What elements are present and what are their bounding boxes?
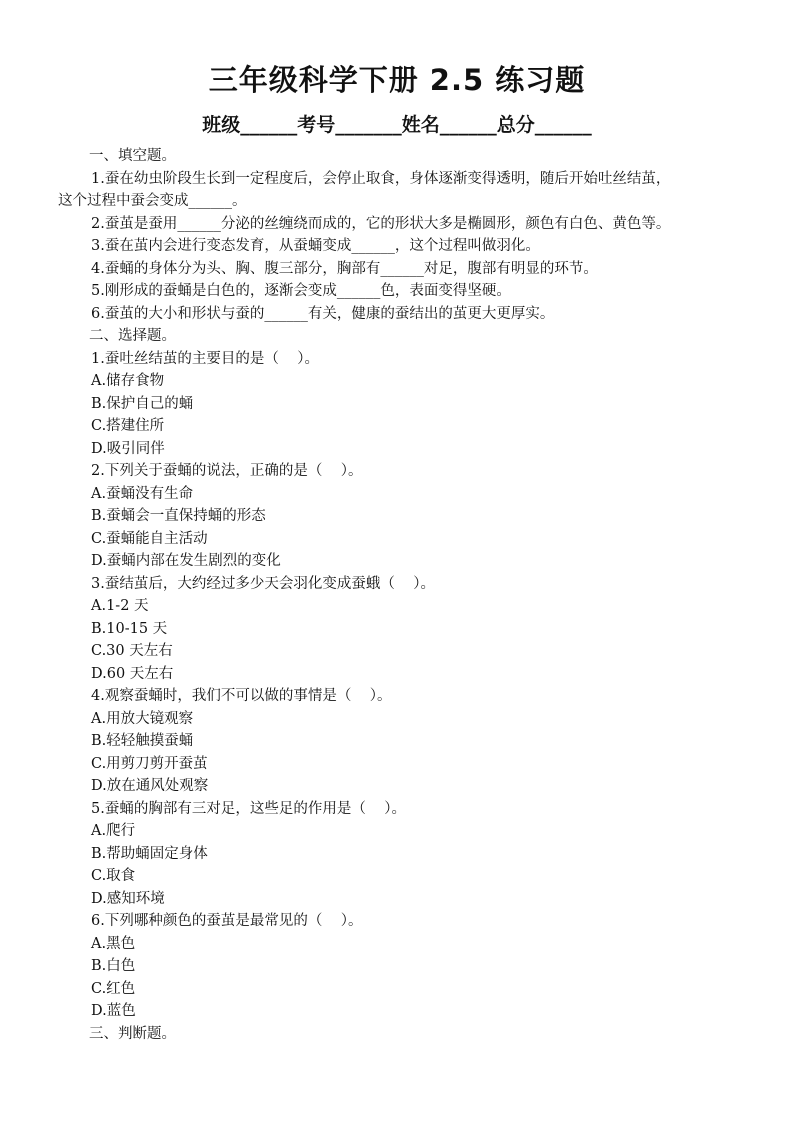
option-d: D.放在通风处观察 (91, 778, 209, 794)
question-stem: 2.下列关于蚕蛹的说法，正确的是（ ）。 (91, 463, 363, 479)
option-d: D.蓝色 (91, 1003, 136, 1019)
option-b: B.10-15 天 (91, 620, 168, 637)
fill-blank-question-2: 2.蚕茧是蚕用______分泌的丝缠绕而成的，它的形状大多是椭圆形，颜色有白色、黄色等。 (91, 215, 671, 232)
choice-question-2 (58, 460, 738, 573)
option-a: A.储存食物 (91, 373, 165, 389)
option-a: A.爬行 (91, 823, 136, 839)
choice-question-4 (58, 685, 738, 798)
fill-blank-question-3: 3.蚕在茧内会进行变态发育，从蚕蛹变成______，这个过程叫做羽化。 (91, 238, 540, 254)
option-b: B.白色 (91, 958, 136, 974)
section-heading-fill-blank: 一、填空题。 (89, 148, 176, 164)
option-c: C.用剪刀剪开蚕茧 (91, 755, 208, 772)
option-d: D.蚕蛹内部在发生剧烈的变化 (91, 553, 281, 569)
option-c: C.蚕蛹能自主活动 (91, 530, 208, 547)
option-a: A.用放大镜观察 (91, 710, 194, 727)
fill-blank-question-4: 4.蚕蛹的身体分为头、胸、腹三部分，胸部有______对足，腹部有明显的环节。 (91, 260, 598, 277)
section-heading-multiple-choice: 二、选择题。 (89, 328, 176, 344)
worksheet-content (58, 145, 738, 1045)
fill-blank-question-6: 6.蚕茧的大小和形状与蚕的______有关，健康的蚕结出的茧更大更厚实。 (91, 305, 555, 322)
choice-question-3 (58, 573, 738, 686)
option-a: A.黑色 (91, 935, 136, 952)
student-info-line: 班级______考号_______姓名______总分______ (202, 114, 592, 136)
option-c: C.取食 (91, 868, 136, 884)
option-b: B.轻轻触摸蚕蛹 (91, 733, 194, 749)
choice-question-5 (58, 798, 738, 911)
choice-question-6 (58, 910, 738, 1023)
option-a: A.蚕蛹没有生命 (91, 485, 194, 502)
question-stem: 3.蚕结茧后，大约经过多少天会羽化变成蚕蛾（ ）。 (91, 575, 436, 592)
option-b: B.保护自己的蛹 (91, 395, 194, 412)
section-heading-true-false: 三、判断题。 (89, 1025, 176, 1042)
fill-blank-question-1-line-2: 这个过程中蚕会变成______。 (58, 193, 247, 209)
fill-blank-question-5: 5.刚形成的蚕蛹是白色的，逐渐会变成______色，表面变得坚硬。 (91, 283, 511, 299)
question-stem: 1.蚕吐丝结茧的主要目的是（ ）。 (91, 350, 320, 367)
option-b: B.帮助蛹固定身体 (91, 845, 208, 862)
fill-blank-question-1-line-1: 1.蚕在幼虫阶段生长到一定程度后，会停止取食，身体逐渐变得透明，随后开始吐丝结茧， (91, 170, 671, 187)
question-stem: 5.蚕蛹的胸部有三对足，这些足的作用是（ ）。 (91, 800, 407, 817)
option-d: D.60 天左右 (91, 665, 174, 682)
option-d: D.吸引同伴 (91, 440, 165, 457)
question-stem: 6.下列哪种颜色的蚕茧是最常见的（ ）。 (91, 913, 363, 929)
option-c: C.搭建住所 (91, 418, 165, 434)
page-title: 三年级科学下册 2.5 练习题 (208, 63, 586, 97)
option-c: C.30 天左右 (91, 643, 173, 659)
question-stem: 4.观察蚕蛹时，我们不可以做的事情是（ ）。 (91, 688, 392, 704)
option-c: C.红色 (91, 980, 136, 997)
choice-question-1 (58, 348, 738, 461)
option-b: B.蚕蛹会一直保持蛹的形态 (91, 508, 266, 524)
option-a: A.1-2 天 (91, 598, 149, 614)
option-d: D.感知环境 (91, 890, 165, 907)
